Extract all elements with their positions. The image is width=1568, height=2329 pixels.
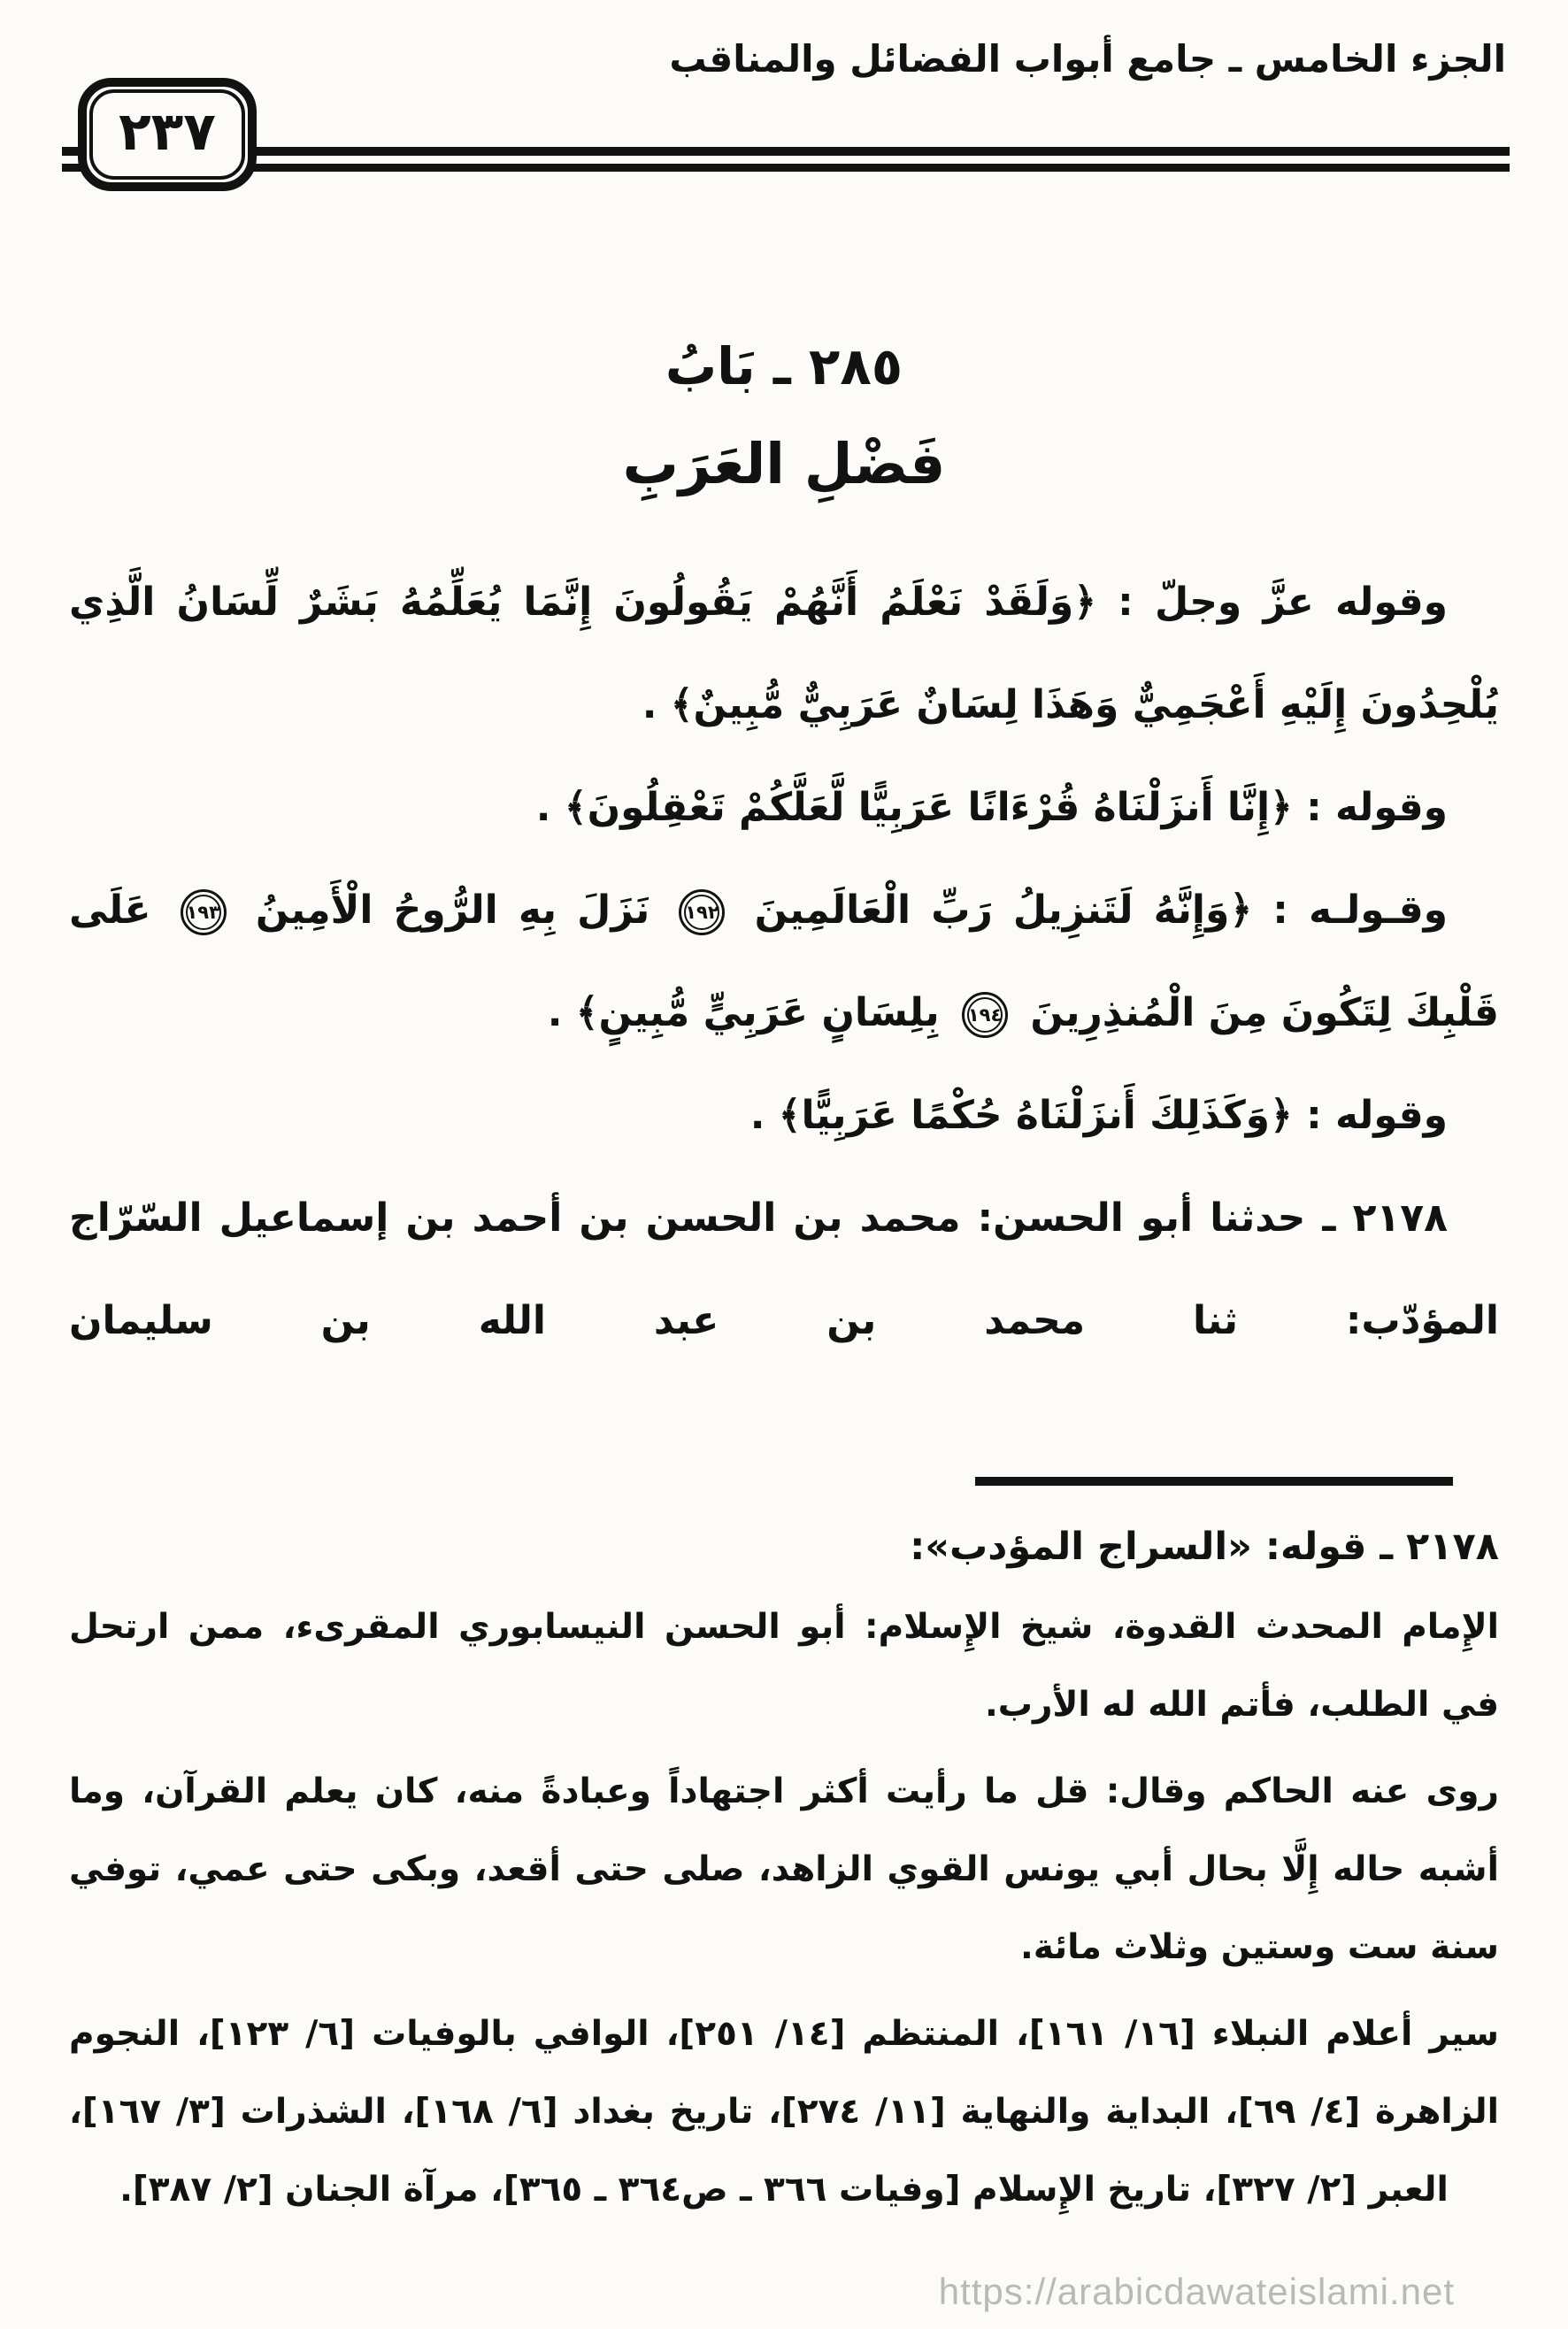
verse-segment: نَزَلَ بِهِ الرُّوحُ الْأَمِينُ xyxy=(255,888,650,933)
header-rule-top-bar xyxy=(62,147,1510,156)
verse-segment: وقـولـه : ﴿وَإِنَّهُ لَتَنزِيلُ رَبِّ الْعَالَمِينَ xyxy=(754,888,1449,933)
page-number-badge-inner-ring xyxy=(89,89,245,180)
hadith-paragraph: ٢١٧٨ ـ حدثنا أبو الحسن: محمد بن الحسن بن أحمد بن إسماعيل السّرّاج المؤدّب: ثنا محمد بن عبد الله بن سليمان xyxy=(69,1195,1499,1343)
ayah-number-medallion xyxy=(181,889,227,935)
footnote-separator xyxy=(975,1477,1453,1486)
verse-segment: عَلَى قَلْبِكَ لِتَكُونَ مِنَ الْمُنذِرِينَ xyxy=(69,888,1499,1035)
verse-paragraph-2: وقوله : ﴿إِنَّا أَنزَلْنَاهُ قُرْءَانًا عَرَبِيًّا لَّعَلَّكُمْ تَعْقِلُونَ﴾ . xyxy=(535,785,1448,830)
watermark-url: https://arabicdawateislami.net xyxy=(938,2271,1455,2312)
verse-segment: بِلِسَانٍ عَرَبِيٍّ مُّبِينٍ﴾ . xyxy=(547,990,940,1035)
ayah-number-medallion xyxy=(679,889,725,935)
page-number-badge xyxy=(78,78,257,191)
body-text-block xyxy=(69,551,1499,1372)
footnote-heading: ٢١٧٨ ـ قوله: «السراج المؤدب»: xyxy=(910,1525,1499,1569)
page-number: ٢٣٧ xyxy=(119,101,216,163)
chapter-title: فَضْلِ العَرَبِ xyxy=(622,432,946,496)
footnote-references-paragraph: سير أعلام النبلاء [١٦/ ١٦١]، المنتظم [١٤/ ٢٥١]، الوافي بالوفيات [٦/ ١٢٣]، النجوم الزاهرة [٤/ ٦٩]، البداية والنهاية [١١/ ٢٧٤]، تاريخ بغداد [٦/ ١٦٨]، الشذرات [٣/ ١٦٧]، العبر [٢/ ٣٢٧]، تاريخ الإِسلام [وفيات ٣٦٦ ـ ص٣٦٤ ـ ٣٦٥]، مرآة الجنان [٢/ ٣٨٧]. xyxy=(69,2014,1500,2210)
header-double-rule xyxy=(62,147,1510,172)
ayah-number: ١٩٤ xyxy=(967,1003,1003,1026)
ayah-number-medallion xyxy=(962,992,1008,1038)
chapter-number: ٢٨٥ ـ بَابُ xyxy=(665,336,903,396)
page-body xyxy=(69,336,1499,1372)
verse-paragraph-3 xyxy=(69,859,1499,1065)
ayah-number: ١٩٢ xyxy=(685,901,719,923)
header-title: الجزء الخامس ـ جامع أبواب الفضائل والمناقب xyxy=(669,37,1506,81)
footnotes-section xyxy=(69,1477,1499,2229)
footnote-paragraph-1: الإِمام المحدث القدوة، شيخ الإِسلام: أبو الحسن النيسابوري المقرىء، ممن ارتحل في الطلب، فأتم الله له الأرب. xyxy=(69,1607,1499,1725)
ayah-number: ١٩٣ xyxy=(186,901,220,923)
footnote-paragraph-2: روى عنه الحاكم وقال: قل ما رأيت أكثر اجتهاداً وعبادةً منه، كان يعلم القرآن، وما أشبه حاله إِلَّا بحال أبي يونس القوي الزاهد، صلى حتى أقعد، وبكى حتى عمي، توفي سنة ست وستين وثلاث مائة. xyxy=(69,1772,1499,1967)
verse-paragraph-1: وقوله عزَّ وجلّ : ﴿وَلَقَدْ نَعْلَمُ أَنَّهُمْ يَقُولُونَ إِنَّمَا يُعَلِّمُهُ بَشَرٌ لِّسَانُ الَّذِي يُلْحِدُونَ إِلَيْهِ أَعْجَمِيٌّ وَهَذَا لِسَانٌ عَرَبِيٌّ مُّبِينٌ﴾ . xyxy=(69,580,1499,727)
header-rule-gap xyxy=(62,156,1510,164)
header-rule-bottom-bar xyxy=(62,164,1510,172)
verse-paragraph-4: وقوله : ﴿وَكَذَلِكَ أَنزَلْنَاهُ حُكْمًا عَرَبِيًّا﴾ . xyxy=(749,1093,1448,1138)
